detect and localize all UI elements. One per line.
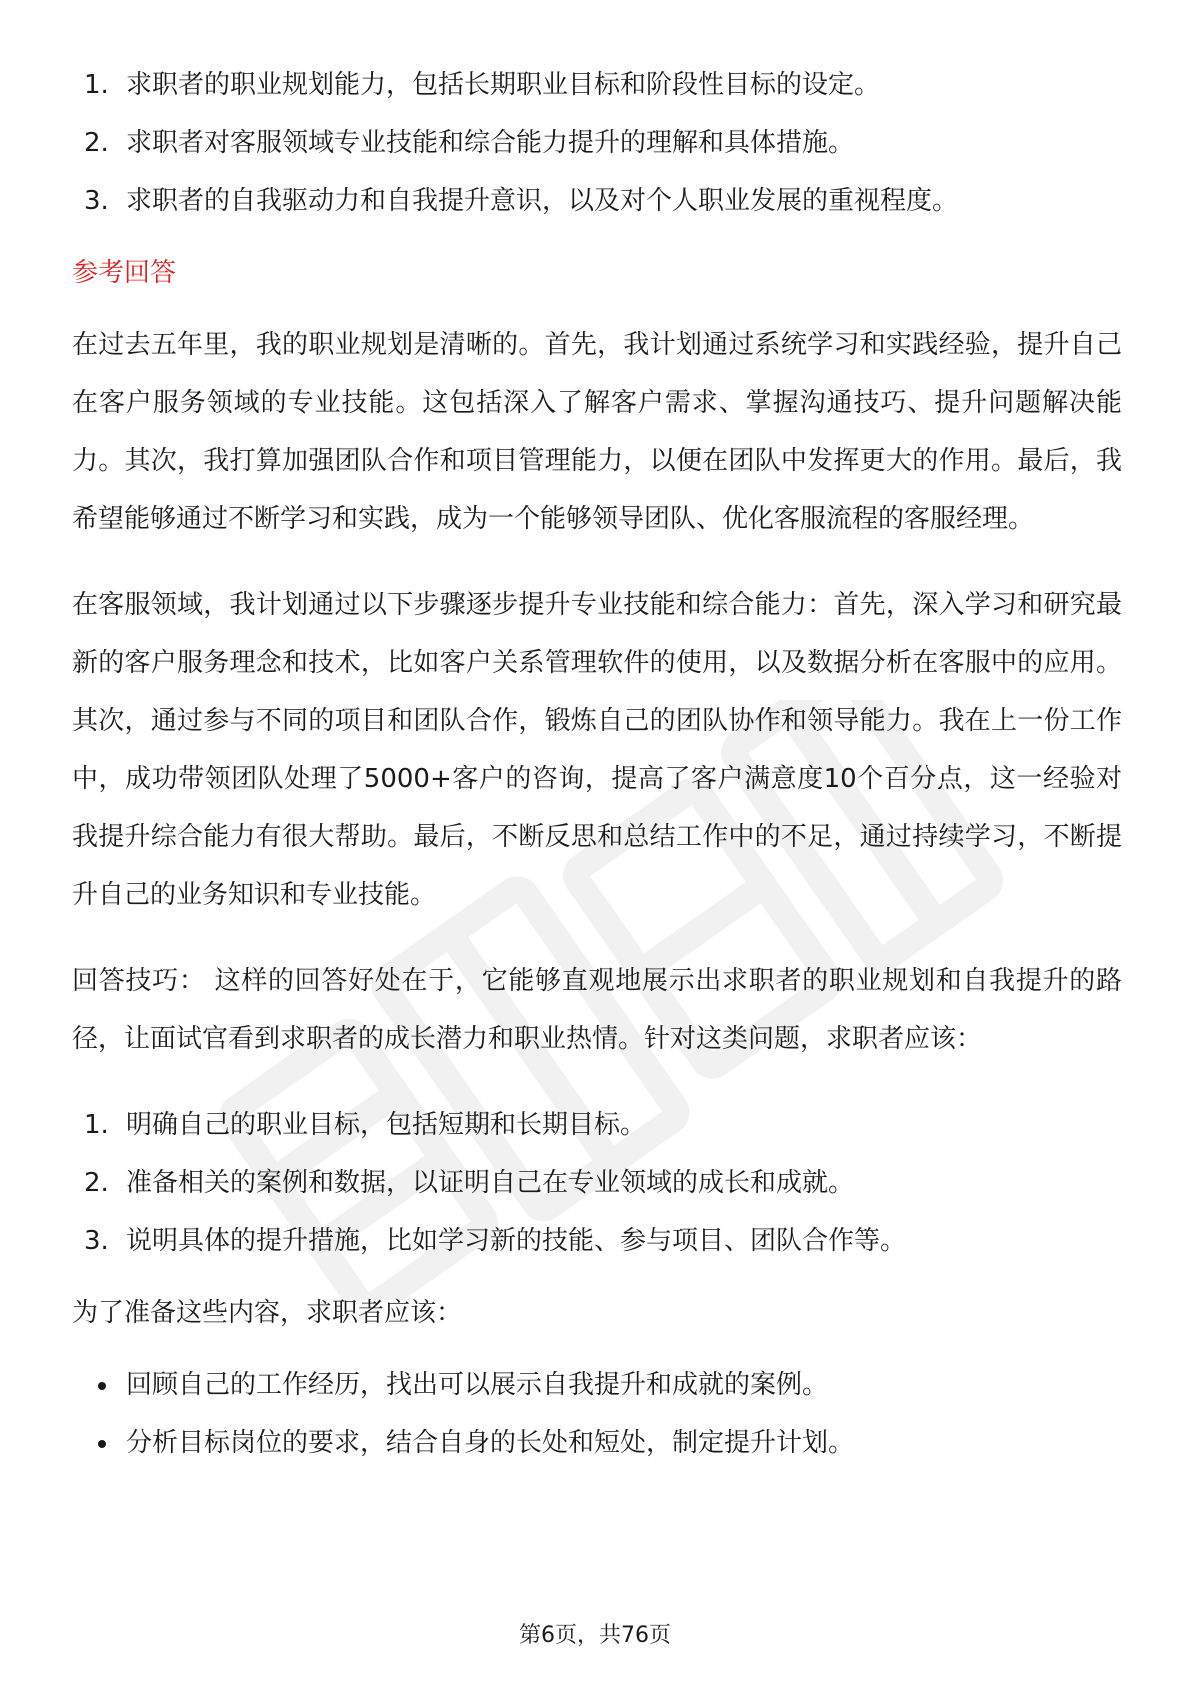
list-number: 2. — [84, 1168, 109, 1198]
bullet-icon — [98, 1382, 106, 1390]
criteria-list — [72, 56, 1122, 230]
list-number: 3. — [84, 186, 109, 216]
criteria-item — [72, 172, 1122, 230]
tips-item — [72, 1154, 1122, 1212]
list-item-text: 分析目标岗位的要求，结合自身的长处和短处，制定提升计划。 — [126, 1428, 855, 1458]
tips-item — [72, 1096, 1122, 1154]
prep-list — [72, 1356, 1122, 1472]
list-item-text: 说明具体的提升措施，比如学习新的技能、参与项目、团队合作等。 — [126, 1226, 907, 1256]
list-number: 1. — [84, 1110, 109, 1140]
list-item-text: 求职者对客服领域专业技能和综合能力提升的理解和具体措施。 — [126, 128, 855, 158]
tips-paragraph: 回答技巧： 这样的回答好处在于，它能够直观地展示出求职者的职业规划和自我提升的路径，让面试官看到求职者的成长潜力和职业热情。针对这类问题，求职者应该： — [72, 966, 1122, 1054]
prep-item — [72, 1414, 1122, 1472]
list-item-text: 求职者的职业规划能力，包括长期职业目标和阶段性目标的设定。 — [126, 70, 881, 100]
list-item-text: 求职者的自我驱动力和自我提升意识，以及对个人职业发展的重视程度。 — [126, 186, 959, 216]
list-item-text: 准备相关的案例和数据，以证明自己在专业领域的成长和成就。 — [126, 1168, 855, 1198]
bullet-icon — [98, 1440, 106, 1448]
answer-paragraph-2: 在客服领域，我计划通过以下步骤逐步提升专业技能和综合能力：首先，深入学习和研究最新的客户服务理念和技术，比如客户关系管理软件的使用，以及数据分析在客服中的应用。其次，通过参与不同的项目和团队合作，锻炼自己的团队协作和领导能力。我在上一份工作中，成功带领团队处理了5000+客户的咨询，提高了客户满意度10个百分点，这一经验对我提升综合能力有很大帮助。最后，不断反思和总结工作中的不足，通过持续学习，不断提升自己的业务知识和专业技能。 — [72, 590, 1122, 910]
criteria-item — [72, 114, 1122, 172]
list-number: 1. — [84, 70, 109, 100]
tips-item — [72, 1212, 1122, 1270]
list-number: 3. — [84, 1226, 109, 1256]
list-item-text: 回顾自己的工作经历，找出可以展示自我提升和成就的案例。 — [126, 1370, 829, 1400]
answer-paragraph-1: 在过去五年里，我的职业规划是清晰的。首先，我计划通过系统学习和实践经验，提升自己在客户服务领域的专业技能。这包括深入了解客户需求、掌握沟通技巧、提升问题解决能力。其次，我打算加强团队合作和项目管理能力，以便在团队中发挥更大的作用。最后，我希望能够通过不断学习和实践，成为一个能够领导团队、优化客服流程的客服经理。 — [72, 330, 1122, 534]
prep-intro: 为了准备这些内容，求职者应该： — [72, 1298, 463, 1328]
document-page — [72, 56, 1122, 1472]
prep-item — [72, 1356, 1122, 1414]
list-item-text: 明确自己的职业目标，包括短期和长期目标。 — [126, 1110, 647, 1140]
answer-heading: 参考回答 — [72, 258, 177, 288]
page-footer: 第6页，共76页 — [519, 1623, 671, 1648]
list-number: 2. — [84, 128, 109, 158]
criteria-item — [72, 56, 1122, 114]
tips-list — [72, 1096, 1122, 1270]
